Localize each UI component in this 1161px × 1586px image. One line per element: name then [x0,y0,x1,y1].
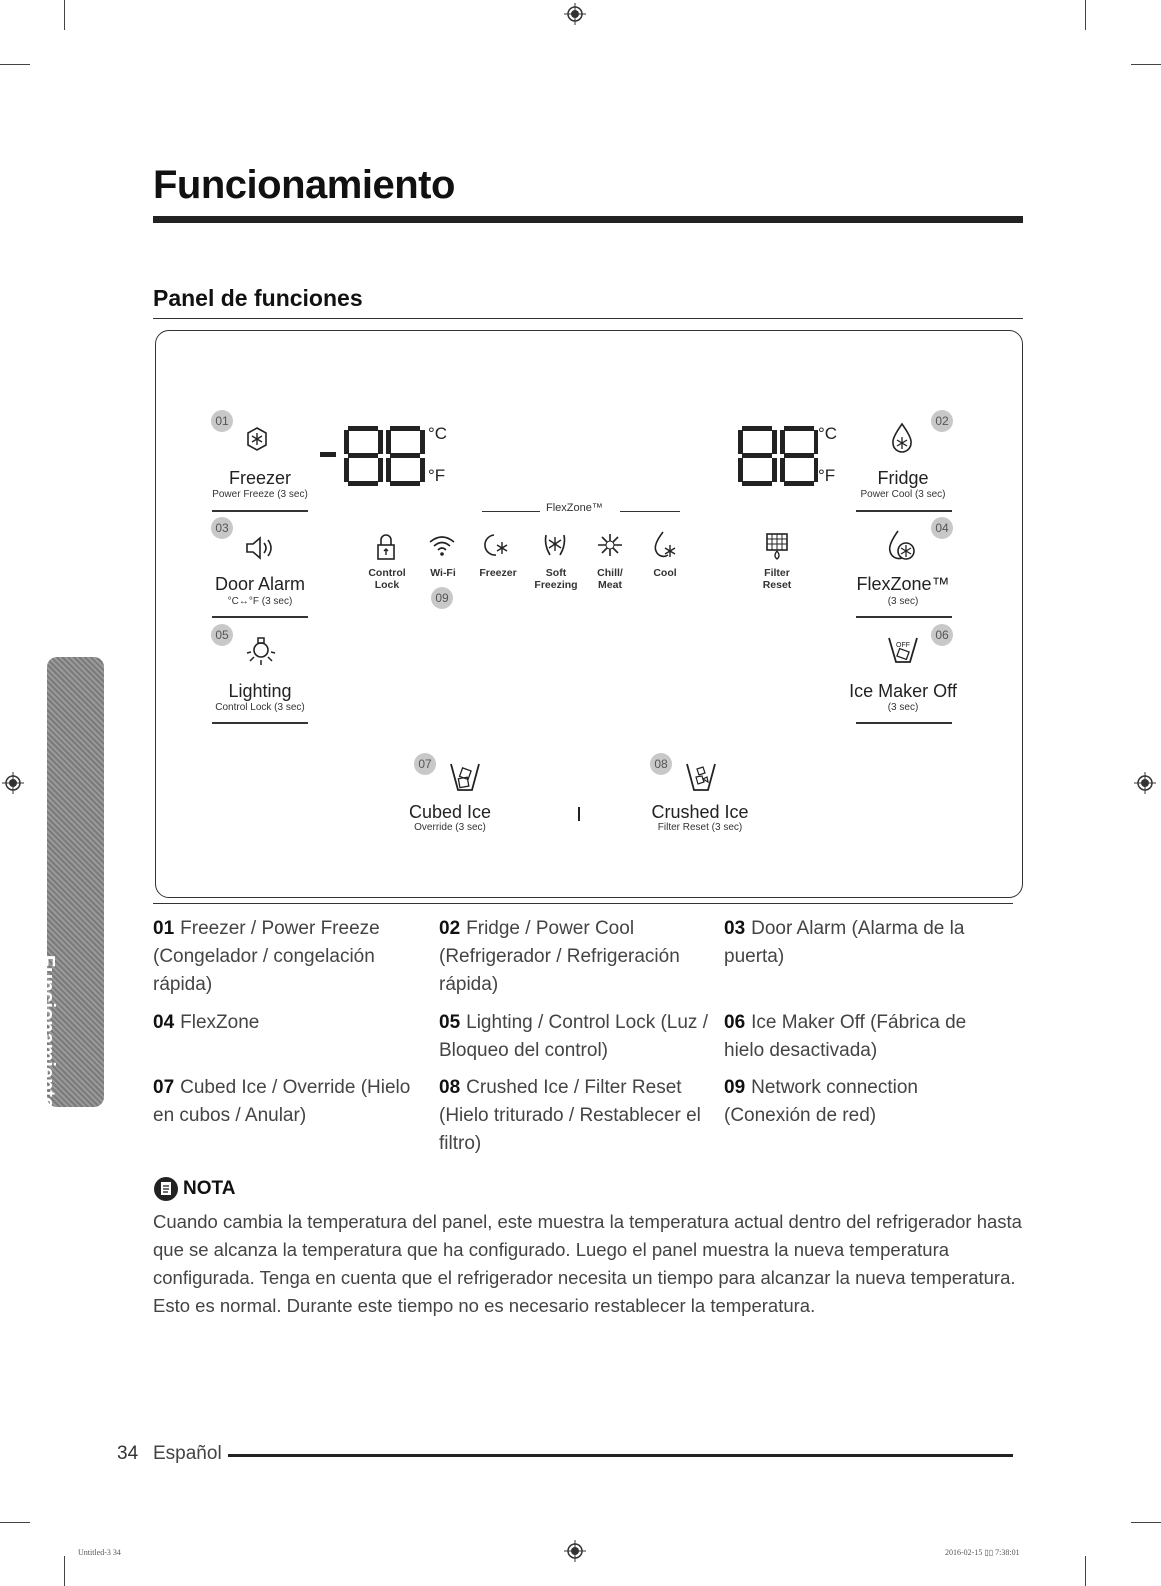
badge-03: 03 [211,517,233,539]
freezer-button-sub: Power Freeze (3 sec) [212,489,308,500]
print-slug-right: 2016-02-15 ▯▯ 7:38:01 [945,1548,1020,1557]
cubed-ice-button-sub: Override (3 sec) [414,822,486,833]
footer-language: Español [153,1443,222,1464]
note-icon [153,1176,179,1202]
filter-reset-indicator-label: Filter Reset [762,567,792,591]
section-title: Panel de funciones [153,285,363,311]
legend-item: 09 Network connection (Conexión de red) [724,1077,919,1126]
wifi-indicator-label: Wi-Fi [430,567,456,579]
left-unit-c: °C [428,424,448,443]
control-lock-indicator-label: Control Lock [368,567,406,591]
speaker-icon [244,534,276,562]
side-tab [36,657,104,1110]
page-title: Funcionamiento [153,163,455,207]
legend-rule [153,903,1013,904]
title-rule [153,216,1023,223]
registration-mark-icon [564,1540,586,1562]
ice-maker-off-button-sub: (3 sec) [887,702,919,713]
freezer-mode-icon [482,532,512,558]
registration-mark-icon [2,772,24,794]
wifi-icon [428,534,456,556]
badge-09: 09 [431,587,453,609]
ice-maker-off-icon [886,634,920,666]
legend-item: 03 Door Alarm (Alarma de la puerta) [724,918,965,967]
legend-item: 08 Crushed Ice / Filter Reset (Hielo triturado / Restablecer el filtro) [439,1077,701,1154]
right-unit-f: °F [818,466,836,485]
right-unit-c: °C [818,424,838,443]
left-temp-display [318,424,428,490]
divider [212,616,308,618]
page-number: 34 [117,1443,139,1464]
soft-freezing-indicator-label: Soft Freezing [534,567,578,591]
legend-item: 05 Lighting / Control Lock (Luz / Bloqueo del control) [439,1012,708,1061]
flexzone-line-right [620,511,680,512]
flexzone-drop-icon [886,528,918,562]
chill-meat-icon [594,531,626,559]
legend-item: 01 Freezer / Power Freeze (Congelador / congelación rápida) [153,918,380,995]
lighting-button-sub: Control Lock (3 sec) [215,702,305,713]
lighting-button-label[interactable]: Lighting [228,681,292,701]
cool-indicator-label: Cool [653,567,677,579]
flexzone-line-left [482,511,540,512]
badge-04: 04 [931,517,953,539]
control-panel [155,330,1023,898]
crushed-ice-button-sub: Filter Reset (3 sec) [657,822,743,833]
legend-item: 04 FlexZone [153,1012,260,1033]
fridge-button-sub: Power Cool (3 sec) [860,489,946,500]
print-slug-left: Untitled-3 34 [78,1548,121,1557]
legend-item: 06 Ice Maker Off (Fábrica de hielo desactivada) [724,1012,967,1061]
freezer-icon [244,426,270,452]
divider [856,510,952,512]
left-unit-f: °F [428,466,446,485]
footer-rule [228,1454,1013,1457]
legend-item: 02 Fridge / Power Cool (Refrigerador / Refrigeración rápida) [439,918,680,995]
note-text: Cuando cambia la temperatura del panel, este muestra la temperatura actual dentro del refrigerador hasta que se alcanza la temperatura que ha configurado. Luego el panel muestra la nueva temperatura configurada. Tenga en cuenta que el refrigerador necesita un tiempo para alcanzar la nueva temperatura. Esto es normal. Durante este tiempo no es necesario restablecer la temperatura. [153,1211,1022,1316]
flexzone-button-label[interactable]: FlexZone™ [856,574,950,594]
fridge-drop-icon [889,422,915,454]
badge-01: 01 [211,410,233,432]
flexzone-caption: FlexZone™ [546,502,603,514]
right-temp-display [736,424,818,490]
cubed-ice-icon [448,760,482,794]
flexzone-button-sub: (3 sec) [887,596,919,607]
door-alarm-button-label[interactable]: Door Alarm [214,574,306,594]
fridge-button-label[interactable]: Fridge [877,468,929,488]
ice-maker-off-button-label[interactable]: Ice Maker Off [849,681,957,701]
legend-item: 07 Cubed Ice / Override (Hielo en cubos / Anular) [153,1077,411,1126]
ice-separator [578,807,580,821]
light-bulb-icon [246,636,276,668]
badge-08: 08 [650,753,672,775]
crushed-ice-icon [684,760,718,794]
soft-freezing-icon [540,531,570,559]
badge-02: 02 [931,410,953,432]
registration-mark-icon [1134,772,1156,794]
note-title: NOTA [183,1178,236,1199]
filter-icon [764,531,790,561]
badge-07: 07 [414,753,436,775]
registration-mark-icon [564,3,586,25]
divider [212,722,308,724]
freezer-indicator-label: Freezer [479,567,517,579]
badge-06: 06 [931,624,953,646]
cool-drop-icon [651,529,677,561]
door-alarm-button-sub: °C↔°F (3 sec) [227,596,293,607]
crushed-ice-button-label[interactable]: Crushed Ice [651,802,749,822]
cubed-ice-button-label[interactable]: Cubed Ice [408,802,492,822]
badge-05: 05 [211,624,233,646]
svg-text:OFF: OFF [896,642,910,649]
divider [856,616,952,618]
side-tab-label: Funcionamiento [36,954,58,1110]
chill-meat-indicator-label: Chill/ Meat [597,567,623,591]
divider [212,510,308,512]
divider [856,722,952,724]
lock-icon [375,533,397,561]
freezer-button-label[interactable]: Freezer [228,468,291,488]
section-rule [153,318,1023,319]
